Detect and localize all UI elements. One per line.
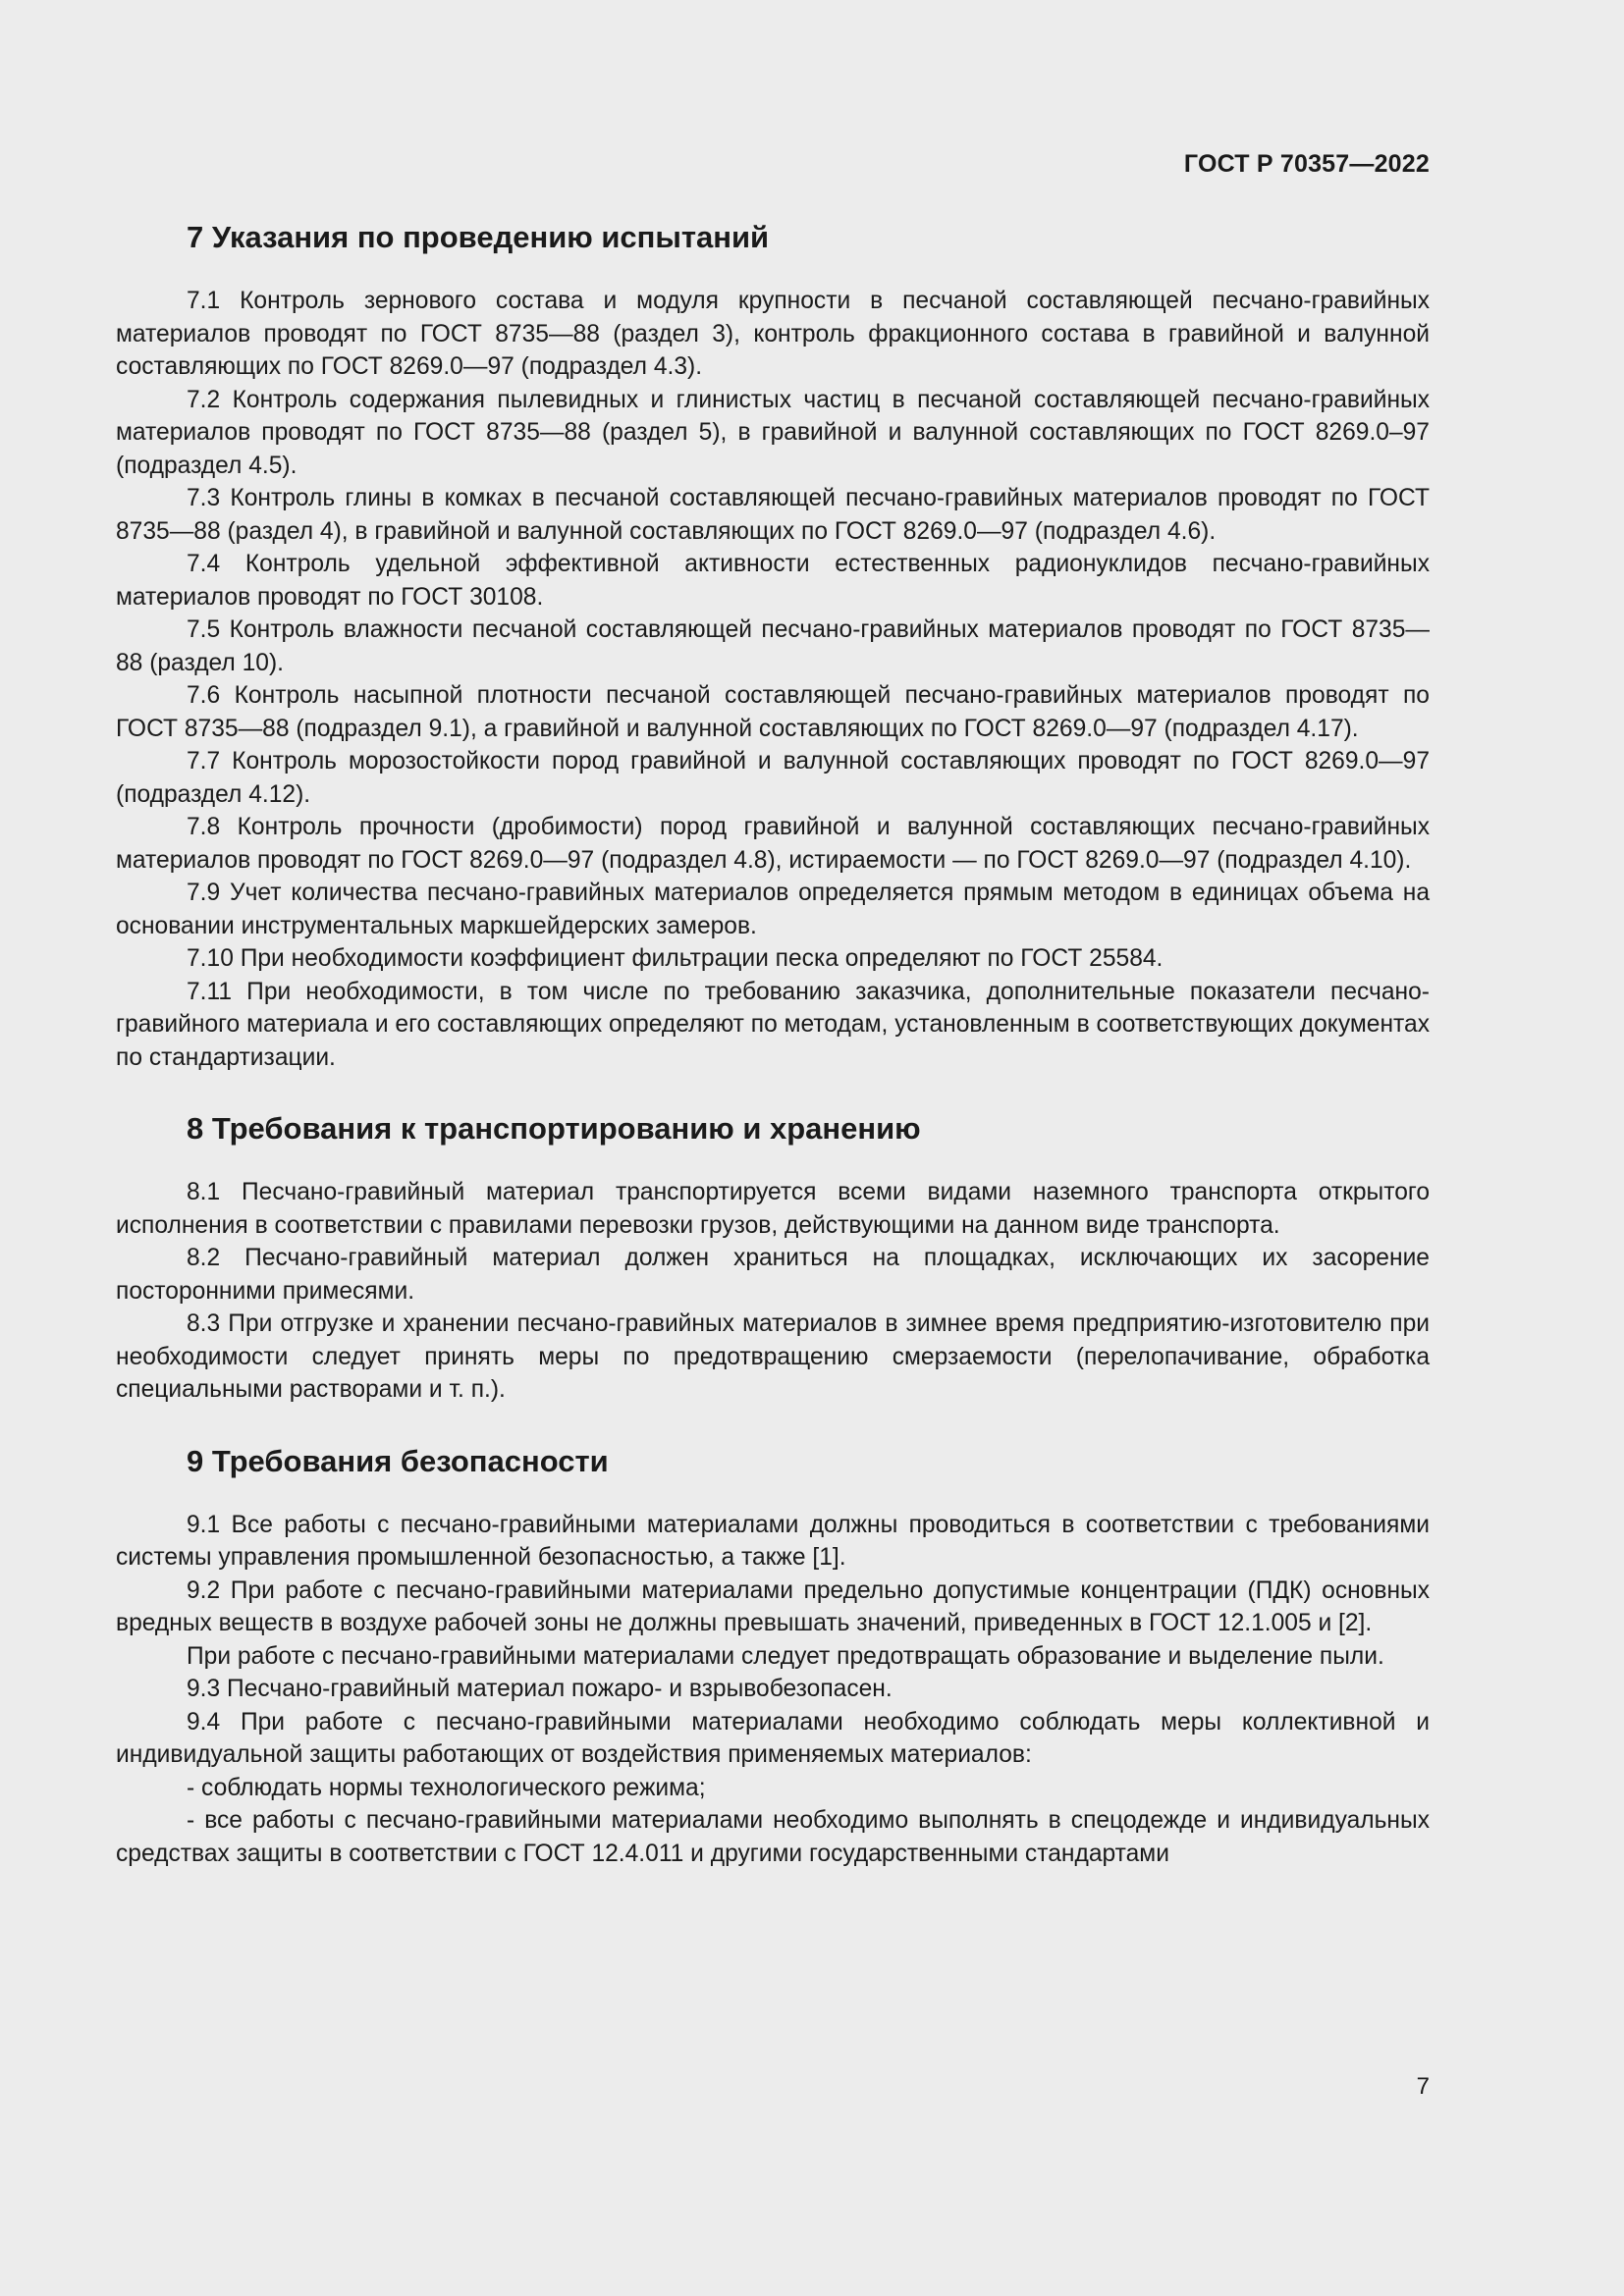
paragraph: 7.8 Контроль прочности (дробимости) пород гравийной и валунной составляющих песчано-гравийных материалов проводят по ГОСТ 8269.0—97 (подраздел 4.8), истираемости — по ГОСТ 8269.0—97 (подраздел 4.10). (116, 814, 1430, 874)
paragraph: 7.7 Контроль морозостойкости пород гравийной и валунной составляющих проводят по ГОСТ 8269.0—97 (подраздел 4.12). (116, 748, 1430, 808)
paragraph: 8.2 Песчано-гравийный материал должен храниться на площадках, исключающих их засорение посторонними примесями. (116, 1245, 1430, 1305)
paragraph: 9.1 Все работы с песчано-гравийными материалами должны проводиться в соответствии с требованиями системы управления промышленной безопасностью, а также [1]. (116, 1511, 1430, 1571)
paragraph: 9.3 Песчано-гравийный материал пожаро- и взрывобезопасен. (187, 1676, 893, 1702)
section-title: 9 Требования безопасности (187, 1443, 609, 1478)
paragraph: 9.2 При работе с песчано-гравийными материалами предельно допустимые концентрации (ПДК) основных вредных веществ в воздухе рабочей зоны не должны превышать значений, приведенных в ГОСТ 12.1.005 и [2]. (116, 1576, 1430, 1636)
paragraph: 7.1 Контроль зернового состава и модуля крупности в песчаной составляющей песчано-гравийных материалов проводят по ГОСТ 8735—88 (раздел 3), контроль фракционного состава в гравийной и валунной составляющих по ГОСТ 8269.0—97 (подраздел 4.3). (116, 288, 1430, 380)
paragraph: 7.5 Контроль влажности песчаной составляющей песчано-гравийных материалов проводят по ГОСТ 8735—88 (раздел 10). (116, 616, 1430, 676)
paragraph: При работе с песчано-гравийными материалами следует предотвращать образование и выделение пыли. (187, 1642, 1384, 1670)
paragraph: 7.3 Контроль глины в комках в песчаной составляющей песчано-гравийных материалов проводят по ГОСТ 8735—88 (раздел 4), в гравийной и валунной составляющих по ГОСТ 8269.0—97 (подраздел 4.6). (116, 485, 1430, 545)
section-title: 7 Указания по проведению испытаний (187, 220, 770, 254)
paragraph: 9.4 При работе с песчано-гравийными материалами необходимо соблюдать меры коллективной и индивидуальной защиты работающих от воздействия применяемых материалов: (116, 1708, 1430, 1768)
paragraph: 7.9 Учет количества песчано-гравийных материалов определяется прямым методом в единицах объема на основании инструментальных маркшейдерских замеров. (116, 880, 1430, 939)
section-9 (116, 1442, 1430, 1871)
list-item: - все работы с песчано-гравийными материалами необходимо выполнять в спецодежде и индивидуальных средствах защиты в соответствии с ГОСТ 12.4.011 и другими государственными стандартами (116, 1807, 1430, 1867)
paragraph: 8.1 Песчано-гравийный материал транспортируется всеми видами наземного транспорта открытого исполнения в соответствии с правилами перевозки грузов, действующими на данном виде транспорта. (116, 1179, 1430, 1239)
section-title: 8 Требования к транспортированию и хранению (187, 1111, 921, 1146)
document-code: ГОСТ Р 70357—2022 (1183, 150, 1430, 178)
paragraph: 7.6 Контроль насыпной плотности песчаной составляющей песчано-гравийных материалов проводят по ГОСТ 8735—88 (подраздел 9.1), а гравийной и валунной составляющих по ГОСТ 8269.0—97 (подраздел 4.17). (116, 682, 1430, 742)
section-7 (116, 218, 1430, 1074)
paragraph: 8.3 При отгрузке и хранении песчано-гравийных материалов в зимнее время предприятию-изготовителю при необходимости следует принять меры по предотвращению смерзаемости (перелопачивание, обработка специальными растворами и т. п.). (116, 1310, 1430, 1403)
paragraph: 7.4 Контроль удельной эффективной активности естественных радионуклидов песчано-гравийных материалов проводят по ГОСТ 30108. (116, 551, 1430, 611)
paragraph: 7.11 При необходимости, в том числе по требованию заказчика, дополнительные показатели песчано-гравийного материала и его составляющих определяют по методам, установленным в соответствующих документах по стандартизации. (116, 978, 1430, 1071)
section-8 (116, 1109, 1430, 1407)
paragraph: 7.10 При необходимости коэффициент фильтрации песка определяют по ГОСТ 25584. (187, 945, 1164, 972)
page-number: 7 (1416, 2073, 1430, 2100)
paragraph: 7.2 Контроль содержания пылевидных и глинистых частиц в песчаной составляющей песчано-гравийных материалов проводят по ГОСТ 8735—88 (раздел 5), в гравийной и валунной составляющих по ГОСТ 8269.0–97 (подраздел 4.5). (116, 386, 1430, 479)
list-item: - соблюдать нормы технологического режима; (187, 1774, 706, 1801)
document-body (116, 218, 1430, 1905)
